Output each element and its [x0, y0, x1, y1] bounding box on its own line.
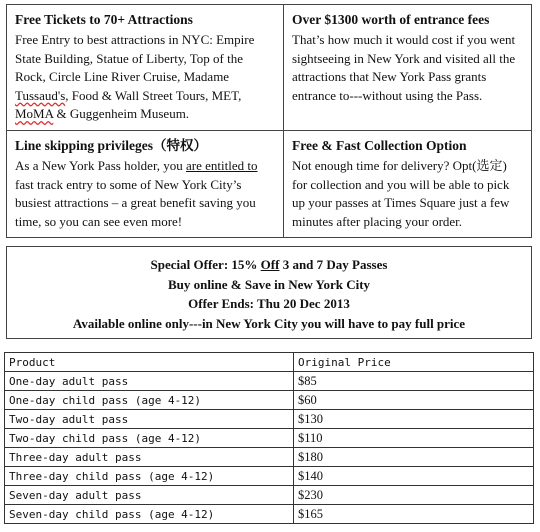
text-run: As a New York Pass holder, you [15, 158, 187, 173]
price-cell: $180 [294, 448, 534, 467]
text-run: Special Offer: 15% [150, 257, 261, 272]
product-cell: Seven-day adult pass [5, 486, 294, 505]
product-cell: One-day child pass (age 4-12) [5, 391, 294, 410]
table-row [5, 486, 534, 505]
table-row [5, 467, 534, 486]
table-row [5, 410, 534, 429]
column-header-price: Original Price [294, 353, 534, 372]
price-cell: $230 [294, 486, 534, 505]
price-cell: $110 [294, 429, 534, 448]
text-run: 3 and 7 Day Passes [279, 257, 388, 272]
offer-line: Available online only---in New York City you will have to pay full price [72, 315, 466, 331]
table-row [5, 448, 534, 467]
table-header-row [5, 353, 534, 372]
offer-line [7, 255, 531, 275]
text-run: are entitled to [186, 158, 258, 173]
product-cell: Seven-day child pass (age 4-12) [5, 505, 294, 524]
table-row [5, 505, 534, 524]
feature-line-skipping [7, 131, 284, 237]
special-offer-box [6, 246, 532, 339]
text-run: Free Entry to best attractions in NYC: Empire State Building, Statue of Liberty, Top of the Rock, Circle Line River Cruise, Madame [15, 32, 255, 85]
offer-line: Offer Ends: Thu 20 Dec 2013 [188, 296, 350, 311]
feature-body: Not enough time for delivery? Opt(选定) for collection and you will be able to pick up your passes at Times Square just a few minutes after placing your order. [292, 158, 510, 229]
product-cell: Two-day adult pass [5, 410, 294, 429]
text-run: MoMA [15, 106, 54, 122]
feature-body [15, 31, 275, 124]
price-cell: $165 [294, 505, 534, 524]
table-row [5, 372, 534, 391]
product-cell: One-day adult pass [5, 372, 294, 391]
price-cell: $85 [294, 372, 534, 391]
feature-free-tickets [7, 5, 284, 131]
feature-title: Over $1300 worth of entrance fees [292, 12, 490, 27]
feature-title: Free & Fast Collection Option [292, 138, 467, 153]
product-cell: Three-day child pass (age 4-12) [5, 467, 294, 486]
column-header-product: Product [5, 353, 294, 372]
table-row [5, 391, 534, 410]
price-cell: $140 [294, 467, 534, 486]
text-run: fast track entry to some of New York City’s busiest attractions – a great benefit saving you time, so you can see even more! [15, 176, 256, 229]
feature-body [15, 157, 275, 231]
feature-body: That’s how much it would cost if you went sightseeing in New York and visited all the attractions that New York Pass grants entrance to---without using the Pass. [292, 32, 516, 103]
table-row [5, 429, 534, 448]
text-run: , Food & Wall Street Tours, MET, [65, 87, 242, 103]
product-cell: Three-day adult pass [5, 448, 294, 467]
feature-collection-option [284, 131, 531, 237]
text-run: Tussaud's [15, 87, 66, 103]
price-cell: $60 [294, 391, 534, 410]
features-grid [6, 4, 532, 238]
feature-title: Free Tickets to 70+ Attractions [15, 12, 193, 27]
feature-entrance-fees [284, 5, 531, 131]
offer-line: Buy online & Save in New York City [167, 276, 371, 292]
text-run: Off [260, 257, 280, 272]
price-cell: $130 [294, 410, 534, 429]
feature-title: Line skipping privileges（特权） [15, 138, 208, 153]
price-table [4, 352, 534, 524]
product-cell: Two-day child pass (age 4-12) [5, 429, 294, 448]
text-run: & Guggenheim Museum. [53, 106, 190, 122]
